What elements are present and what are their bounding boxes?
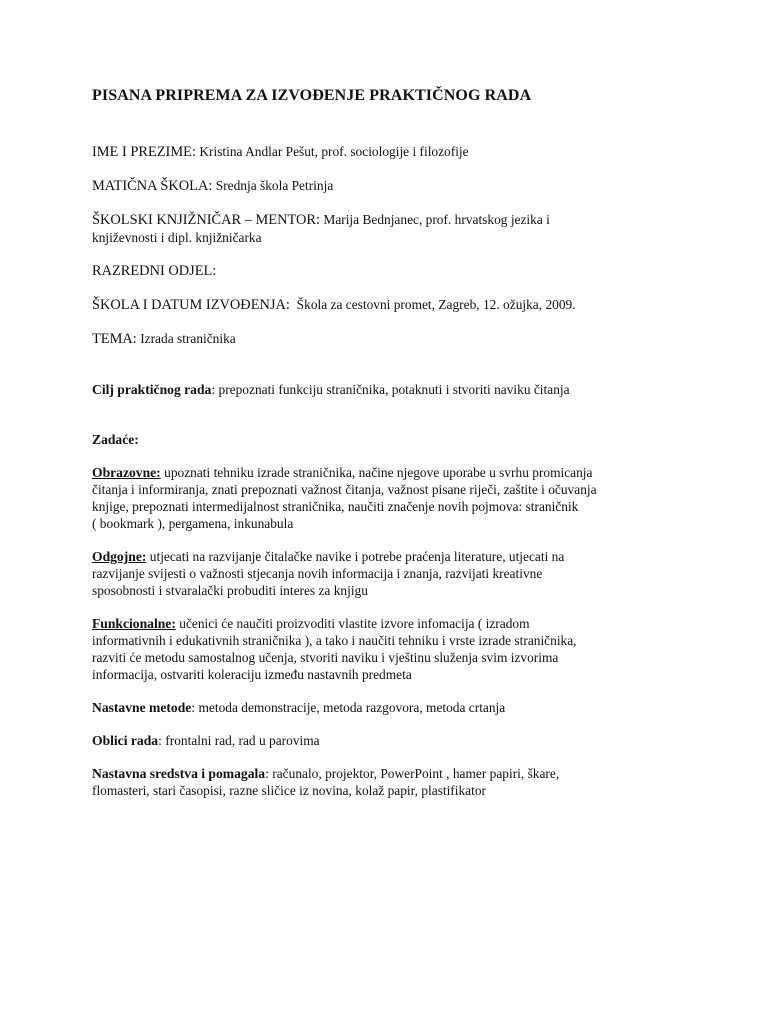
field-maticna-skola: MATIČNA ŠKOLA: Srednja škola Petrinja <box>92 178 334 194</box>
field-value: prepoznati funkciju straničnika, potaknuti i stvoriti naviku čitanja <box>218 382 570 397</box>
document-title: PISANA PRIPREMA ZA IZVOĐENJE PRAKTIČNOG RADA <box>92 87 532 104</box>
field-label: ŠKOLSKI KNJIŽNIČAR – MENTOR <box>92 212 316 228</box>
field-value: Srednja škola Petrinja <box>215 178 334 193</box>
paragraph-obrazovne: Obrazovne: upoznati tehniku izrade straničnika, načine njegove uporabe u svrhu promicanja čitanja i informiranja, znati prepoznati važnost čitanja, važnost pisane riječi, zaštite i očuvanja knjige, prepoznati intermedijalnost straničnika, naučiti značenje novih pojmova: straničnik ( bookmark ), pergamena, inkunabula <box>92 465 597 531</box>
field-mentor: ŠKOLSKI KNJIŽNIČAR – MENTOR: Marija Bednjanec, prof. hrvatskog jezika i književnosti i dipl. knjižničarka <box>92 212 550 245</box>
field-value: Izrada straničnika <box>140 331 236 346</box>
field-label: ŠKOLA I DATUM IZVOĐENJA <box>92 297 286 313</box>
field-value: metoda demonstracije, metoda razgovora, metoda crtanja <box>198 700 506 715</box>
paragraph-odgojne: Odgojne: utjecati na razvijanje čitalačke navike i potrebe praćenja literature, utjecati na razvijanje svijesti o važnosti stjecanja novih informacija i znanja, razvijati kreativne sposobnosti i stvaralački probuditi interes za knjigu <box>92 549 565 598</box>
field-value: Škola za cestovni promet, Zagreb, 12. ožujka, 2009. <box>296 297 576 312</box>
field-nastavna-sredstva: Nastavna sredstva i pomagala: računalo, projektor, PowerPoint , hamer papiri, škare, flomasteri, stari časopisi, razne sličice iz novina, kolaž papir, plastifikator <box>92 766 560 798</box>
field-label: TEMA <box>92 331 133 347</box>
paragraph-label: Funkcionalne: <box>92 616 176 631</box>
field-label: RAZREDNI ODJEL <box>92 263 213 279</box>
field-label: Nastavna sredstva i pomagala <box>92 766 266 781</box>
field-label: MATIČNA ŠKOLA <box>92 178 209 194</box>
field-value: Kristina Andlar Pešut, prof. sociologije i filozofije <box>199 144 469 159</box>
field-value-cont: književnosti i dipl. knjižničarka <box>92 230 262 245</box>
field-cilj: Cilj praktičnog rada: prepoznati funkciju straničnika, potaknuti i stvoriti naviku čitanja <box>92 382 570 397</box>
paragraph-funkcionalne: Funkcionalne: učenici će naučiti proizvoditi vlastite izvore infomacija ( izradom informativnih i edukativnih straničnika ), a tako i naučiti tehniku i vrste izrade straničnika, razviti će metodu samostalnog učenja, stvoriti naviku i vještinu služenja svim izvorima informacija, ostvariti koleraciju između nastavnih predmeta <box>92 616 577 682</box>
field-value: frontalni rad, rad u parovima <box>165 733 320 748</box>
paragraph-label: Obrazovne: <box>92 465 161 480</box>
field-ime-prezime: IME I PREZIME: Kristina Andlar Pešut, prof. sociologije i filozofije <box>92 144 469 160</box>
document-page <box>92 86 692 799</box>
field-nastavne-metode: Nastavne metode: metoda demonstracije, metoda razgovora, metoda crtanja <box>92 700 506 715</box>
section-zadace <box>92 431 692 448</box>
field-skola-datum: ŠKOLA I DATUM IZVOĐENJA: Škola za cestovni promet, Zagreb, 12. ožujka, 2009. <box>92 297 576 313</box>
field-label: Nastavne metode <box>92 700 192 715</box>
field-label: Oblici rada <box>92 733 159 748</box>
field-razredni-odjel: RAZREDNI ODJEL: <box>92 263 217 279</box>
field-tema: TEMA: Izrada straničnika <box>92 331 236 347</box>
field-oblici-rada: Oblici rada: frontalni rad, rad u parovima <box>92 733 320 748</box>
section-heading: Zadaće: <box>92 432 139 447</box>
paragraph-label: Odgojne: <box>92 549 147 564</box>
field-label: Cilj praktičnog rada <box>92 382 212 397</box>
field-label: IME I PREZIME <box>92 144 192 160</box>
field-value: Marija Bednjanec, prof. hrvatskog jezika i <box>323 212 550 227</box>
